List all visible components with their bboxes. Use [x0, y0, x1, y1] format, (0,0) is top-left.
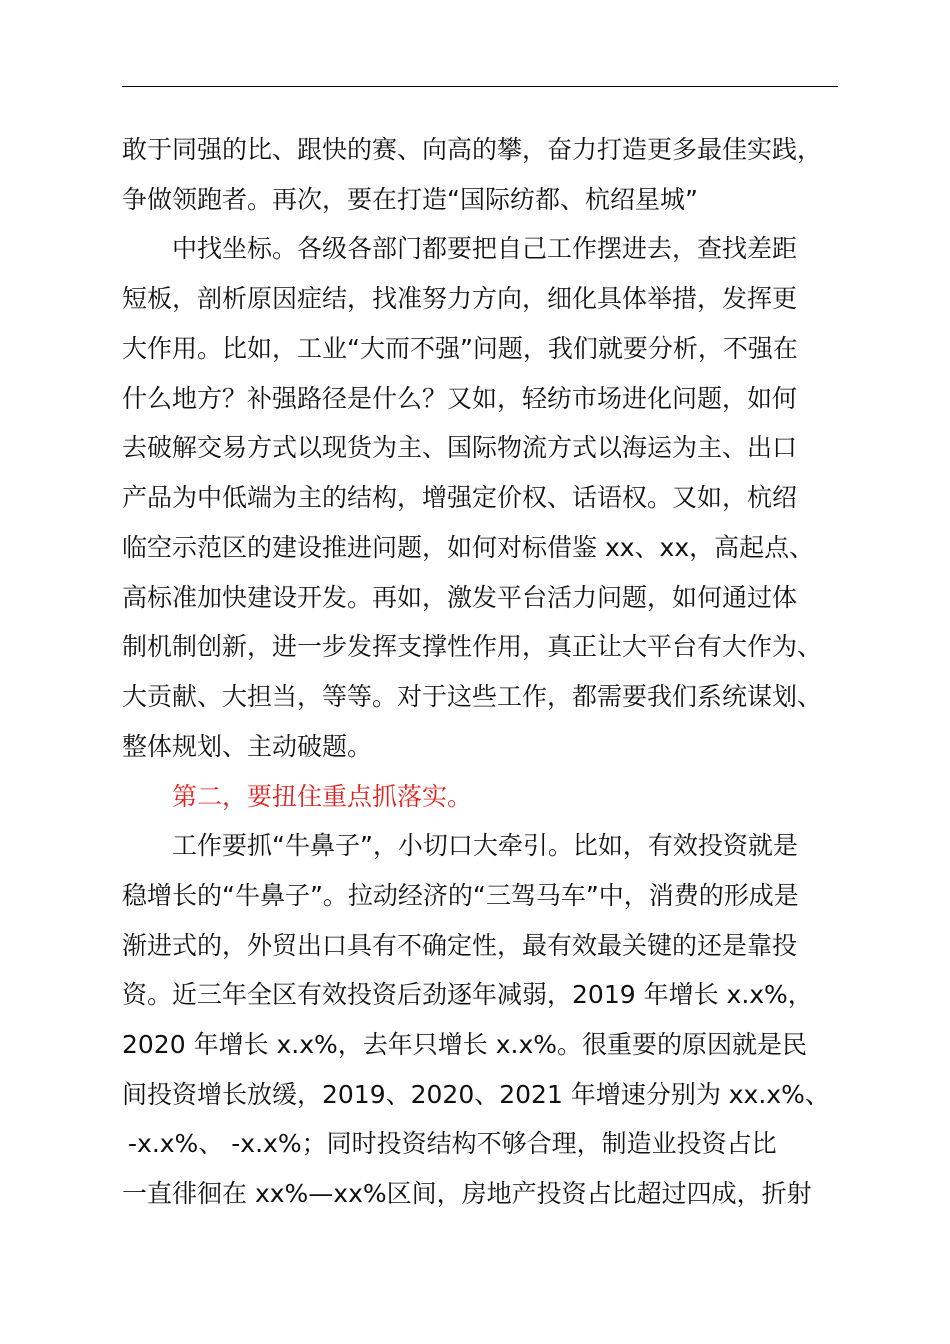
- text-line: 渐进式的，外贸出口具有不确定性，最有效最关键的还是靠投: [122, 931, 798, 960]
- section-heading: 第二，要扭住重点抓落实。: [172, 782, 473, 811]
- text-line: 整体规划、主动破题。: [122, 732, 373, 761]
- text-line: 一直徘徊在 xx%—xx%区间，房地产投资占比超过四成，折射: [122, 1179, 812, 1208]
- text-line: 大贡献、大担当，等等。对于这些工作，都需要我们系统谋划、: [122, 682, 823, 711]
- text-line: 大作用。比如，工业“大而不强”问题，我们就要分析，不强在: [122, 334, 798, 363]
- text-line: 产品为中低端为主的结构，增强定价权、话语权。又如，杭绍: [122, 483, 798, 512]
- text-line: 稳增长的“牛鼻子”。拉动经济的“三驾马车”中，消费的形成是: [122, 881, 799, 910]
- text-line: 工作要抓“牛鼻子”，小切口大牵引。比如，有效投资就是: [172, 831, 798, 860]
- text-line: 制机制创新，进一步发挥支撑性作用，真正让大平台有大作为、: [122, 632, 823, 661]
- header-rule: [122, 86, 838, 87]
- text-line: 争做领跑者。再次，要在打造“国际纺都、杭绍星城”: [122, 185, 698, 214]
- text-line: -x.x%、 -x.x%；同时投资结构不够合理，制造业投资占比: [128, 1129, 777, 1158]
- text-line: 间投资增长放缓，2019、2020、2021 年增速分别为 xx.x%、: [122, 1080, 830, 1109]
- text-line: 临空示范区的建设推进问题，如何对标借鉴 xx、xx，高起点、: [122, 533, 815, 562]
- text-line: 去破解交易方式以现货为主、国际物流方式以海运为主、出口: [122, 433, 798, 462]
- text-line: 高标准加快建设开发。再如，激发平台活力问题，如何通过体: [122, 583, 798, 612]
- text-line: 2020 年增长 x.x%，去年只增长 x.x%。很重要的原因就是民: [122, 1030, 808, 1059]
- text-line: 资。近三年全区有效投资后劲逐年减弱，2019 年增长 x.x%，: [122, 980, 813, 1009]
- text-line: 什么地方？补强路径是什么？又如，轻纺市场进化问题，如何: [122, 384, 798, 413]
- text-line: 短板，剖析原因症结，找准努力方向，细化具体举措，发挥更: [122, 284, 798, 313]
- text-line: 中找坐标。各级各部门都要把自己工作摆进去，查找差距: [172, 234, 798, 263]
- text-line: 敢于同强的比、跟快的赛、向高的攀，奋力打造更多最佳实践，: [122, 135, 823, 164]
